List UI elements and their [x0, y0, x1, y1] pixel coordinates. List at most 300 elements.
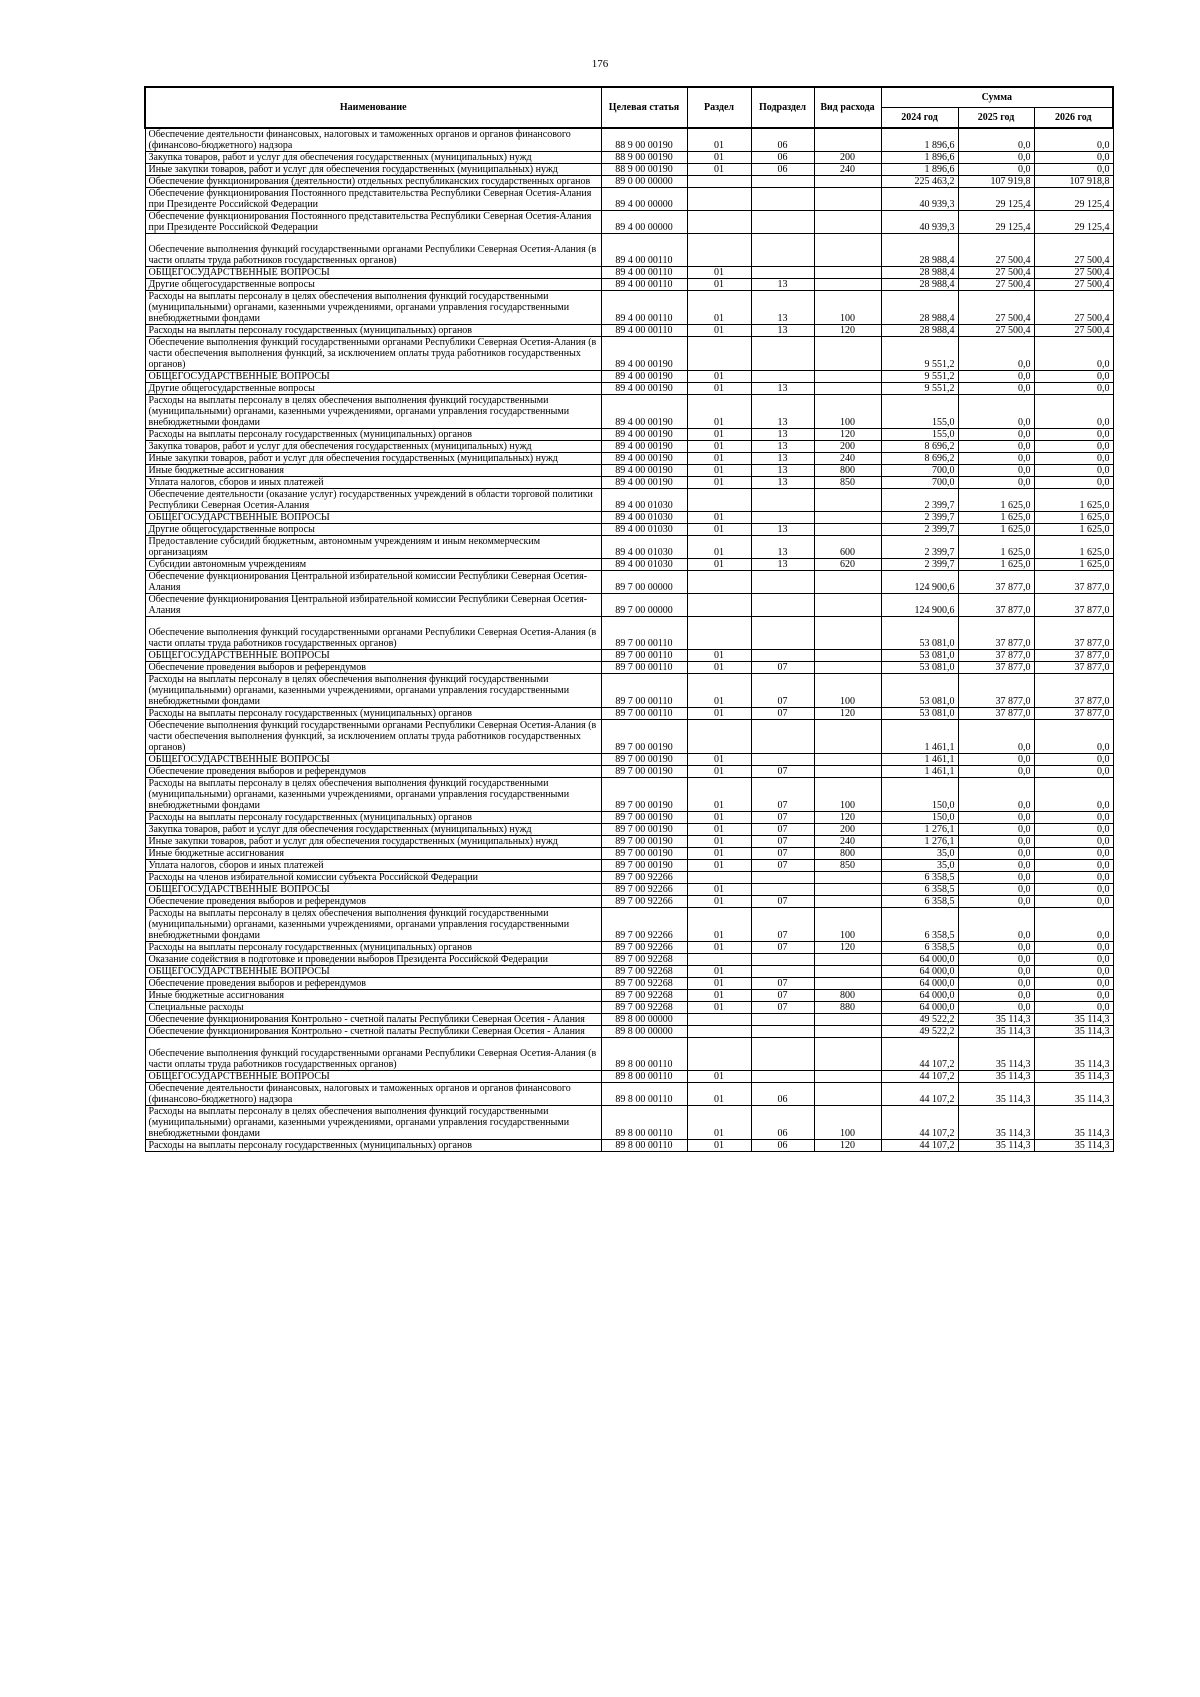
row-sum-2026: 0,0 — [1034, 778, 1113, 812]
row-target-code: 89 7 00 92266 — [601, 896, 687, 908]
row-sum-2024: 64 000,0 — [881, 978, 958, 990]
row-razdel — [687, 1038, 751, 1071]
table-row — [145, 908, 1113, 942]
row-sum-2025: 0,0 — [958, 836, 1034, 848]
row-razdel — [687, 176, 751, 188]
row-sum-2025: 0,0 — [958, 128, 1034, 152]
row-podrazdel: 13 — [751, 429, 814, 441]
row-sum-2025: 27 500,4 — [958, 267, 1034, 279]
row-podrazdel — [751, 371, 814, 383]
table-row — [145, 128, 1113, 152]
row-sum-2026: 0,0 — [1034, 824, 1113, 836]
table-row — [145, 860, 1113, 872]
row-sum-2026: 29 125,4 — [1034, 188, 1113, 211]
row-vid-raskhoda — [814, 337, 881, 371]
row-sum-2025: 0,0 — [958, 778, 1034, 812]
row-target-code: 89 8 00 00110 — [601, 1106, 687, 1140]
row-target-code: 89 4 00 00190 — [601, 337, 687, 371]
row-razdel: 01 — [687, 383, 751, 395]
row-target-code: 89 7 00 00190 — [601, 754, 687, 766]
row-vid-raskhoda — [814, 766, 881, 778]
row-name: Обеспечение деятельности финансовых, налоговых и таможенных органов и органов финансового (финансово-бюджетного) надзора — [145, 128, 601, 152]
row-razdel — [687, 720, 751, 754]
header-podrazdel: Подраздел — [751, 87, 814, 128]
row-sum-2025: 27 500,4 — [958, 325, 1034, 337]
row-name: Расходы на выплаты персоналу государственных (муниципальных) органов — [145, 708, 601, 720]
row-sum-2026: 0,0 — [1034, 896, 1113, 908]
row-sum-2024: 155,0 — [881, 395, 958, 429]
row-sum-2024: 53 081,0 — [881, 662, 958, 674]
row-target-code: 89 7 00 92266 — [601, 942, 687, 954]
row-razdel: 01 — [687, 477, 751, 489]
row-razdel: 01 — [687, 1002, 751, 1014]
row-razdel: 01 — [687, 650, 751, 662]
row-sum-2026: 0,0 — [1034, 942, 1113, 954]
row-sum-2026: 1 625,0 — [1034, 489, 1113, 512]
row-target-code: 89 7 00 00190 — [601, 720, 687, 754]
row-target-code: 89 7 00 00190 — [601, 812, 687, 824]
table-row — [145, 571, 1113, 594]
row-vid-raskhoda — [814, 188, 881, 211]
row-name: Иные закупки товаров, работ и услуг для обеспечения государственных (муниципальных) нужд — [145, 453, 601, 465]
row-vid-raskhoda: 100 — [814, 778, 881, 812]
row-sum-2026: 0,0 — [1034, 908, 1113, 942]
row-vid-raskhoda — [814, 489, 881, 512]
table-row — [145, 559, 1113, 571]
row-sum-2026: 0,0 — [1034, 383, 1113, 395]
row-podrazdel: 13 — [751, 325, 814, 337]
row-target-code: 89 4 00 00190 — [601, 465, 687, 477]
table-row — [145, 708, 1113, 720]
row-vid-raskhoda: 100 — [814, 674, 881, 708]
row-razdel: 01 — [687, 291, 751, 325]
row-podrazdel: 13 — [751, 453, 814, 465]
row-razdel — [687, 234, 751, 267]
table-row — [145, 896, 1113, 908]
row-name: Расходы на выплаты персоналу государственных (муниципальных) органов — [145, 429, 601, 441]
table-row — [145, 489, 1113, 512]
table-row — [145, 978, 1113, 990]
row-target-code: 89 7 00 00190 — [601, 766, 687, 778]
row-vid-raskhoda: 100 — [814, 1106, 881, 1140]
row-sum-2025: 0,0 — [958, 164, 1034, 176]
row-vid-raskhoda: 100 — [814, 908, 881, 942]
table-row — [145, 325, 1113, 337]
header-2025: 2025 год — [958, 108, 1034, 129]
row-name: Расходы на выплаты персоналу государственных (муниципальных) органов — [145, 942, 601, 954]
row-target-code: 89 4 00 00110 — [601, 325, 687, 337]
row-podrazdel: 13 — [751, 524, 814, 536]
row-sum-2025: 27 500,4 — [958, 291, 1034, 325]
row-vid-raskhoda — [814, 617, 881, 650]
row-sum-2026: 27 500,4 — [1034, 234, 1113, 267]
row-sum-2026: 0,0 — [1034, 465, 1113, 477]
row-sum-2025: 0,0 — [958, 371, 1034, 383]
row-name: Обеспечение проведения выборов и референдумов — [145, 978, 601, 990]
table-row — [145, 1140, 1113, 1152]
row-vid-raskhoda — [814, 662, 881, 674]
row-sum-2025: 37 877,0 — [958, 617, 1034, 650]
row-podrazdel — [751, 337, 814, 371]
row-vid-raskhoda — [814, 176, 881, 188]
row-vid-raskhoda — [814, 128, 881, 152]
row-target-code: 89 0 00 00000 — [601, 176, 687, 188]
row-razdel: 01 — [687, 836, 751, 848]
row-sum-2025: 0,0 — [958, 766, 1034, 778]
row-sum-2024: 155,0 — [881, 429, 958, 441]
header-razdel: Раздел — [687, 87, 751, 128]
header-2024: 2024 год — [881, 108, 958, 129]
row-vid-raskhoda: 240 — [814, 164, 881, 176]
row-sum-2026: 37 877,0 — [1034, 650, 1113, 662]
row-podrazdel: 06 — [751, 152, 814, 164]
row-sum-2026: 27 500,4 — [1034, 279, 1113, 291]
row-name: Иные закупки товаров, работ и услуг для обеспечения государственных (муниципальных) нужд — [145, 836, 601, 848]
row-razdel: 01 — [687, 441, 751, 453]
row-vid-raskhoda: 800 — [814, 465, 881, 477]
row-podrazdel: 07 — [751, 978, 814, 990]
row-podrazdel — [751, 617, 814, 650]
row-sum-2024: 49 522,2 — [881, 1026, 958, 1038]
row-razdel: 01 — [687, 1140, 751, 1152]
row-name: Предоставление субсидий бюджетным, автономным учреждениям и иным некоммерческим организациям — [145, 536, 601, 559]
row-sum-2024: 28 988,4 — [881, 325, 958, 337]
row-sum-2026: 35 114,3 — [1034, 1106, 1113, 1140]
row-sum-2025: 0,0 — [958, 978, 1034, 990]
row-razdel: 01 — [687, 1083, 751, 1106]
row-sum-2024: 35,0 — [881, 848, 958, 860]
row-name: ОБЩЕГОСУДАРСТВЕННЫЕ ВОПРОСЫ — [145, 512, 601, 524]
row-sum-2026: 0,0 — [1034, 395, 1113, 429]
row-razdel — [687, 594, 751, 617]
row-sum-2024: 35,0 — [881, 860, 958, 872]
row-razdel — [687, 1026, 751, 1038]
row-sum-2024: 9 551,2 — [881, 371, 958, 383]
row-sum-2025: 0,0 — [958, 465, 1034, 477]
row-name: Другие общегосударственные вопросы — [145, 383, 601, 395]
row-sum-2025: 37 877,0 — [958, 650, 1034, 662]
row-name: Расходы на выплаты персоналу в целях обеспечения выполнения функций государственными (муниципальными) органами, казенными учреждениями, органами управления государственными внебюджетными фондами — [145, 395, 601, 429]
row-podrazdel: 06 — [751, 1140, 814, 1152]
table-row — [145, 778, 1113, 812]
row-podrazdel — [751, 489, 814, 512]
row-podrazdel: 06 — [751, 1083, 814, 1106]
row-sum-2026: 0,0 — [1034, 337, 1113, 371]
row-target-code: 89 7 00 00110 — [601, 617, 687, 650]
row-target-code: 89 7 00 92266 — [601, 908, 687, 942]
row-vid-raskhoda: 200 — [814, 824, 881, 836]
row-vid-raskhoda: 850 — [814, 860, 881, 872]
row-target-code: 89 4 00 00190 — [601, 477, 687, 489]
table-row — [145, 650, 1113, 662]
row-sum-2024: 6 358,5 — [881, 908, 958, 942]
row-name: Обеспечение выполнения функций государственными органами Республики Северная Осетия-Алания (в части оплаты труда работников государственных органов) — [145, 1038, 601, 1071]
table-row — [145, 1071, 1113, 1083]
row-razdel — [687, 617, 751, 650]
row-vid-raskhoda: 600 — [814, 536, 881, 559]
row-razdel — [687, 1014, 751, 1026]
row-razdel: 01 — [687, 371, 751, 383]
row-vid-raskhoda — [814, 1038, 881, 1071]
row-podrazdel: 06 — [751, 128, 814, 152]
row-podrazdel: 13 — [751, 291, 814, 325]
row-razdel: 01 — [687, 536, 751, 559]
row-target-code: 89 7 00 00000 — [601, 571, 687, 594]
row-target-code: 89 4 00 00190 — [601, 371, 687, 383]
row-razdel — [687, 954, 751, 966]
row-target-code: 89 7 00 92268 — [601, 978, 687, 990]
table-row — [145, 371, 1113, 383]
row-sum-2025: 107 919,8 — [958, 176, 1034, 188]
row-target-code: 89 4 00 00110 — [601, 234, 687, 267]
row-sum-2026: 37 877,0 — [1034, 662, 1113, 674]
row-sum-2024: 1 461,1 — [881, 720, 958, 754]
row-podrazdel — [751, 720, 814, 754]
table-row — [145, 966, 1113, 978]
row-podrazdel — [751, 211, 814, 234]
row-sum-2024: 2 399,7 — [881, 524, 958, 536]
row-sum-2024: 700,0 — [881, 465, 958, 477]
row-sum-2026: 37 877,0 — [1034, 571, 1113, 594]
row-target-code: 89 7 00 92268 — [601, 1002, 687, 1014]
row-sum-2025: 1 625,0 — [958, 559, 1034, 571]
row-razdel: 01 — [687, 128, 751, 152]
row-sum-2025: 0,0 — [958, 872, 1034, 884]
row-razdel: 01 — [687, 512, 751, 524]
row-podrazdel: 07 — [751, 708, 814, 720]
table-row — [145, 662, 1113, 674]
row-sum-2025: 0,0 — [958, 395, 1034, 429]
row-target-code: 88 9 00 00190 — [601, 128, 687, 152]
row-sum-2024: 6 358,5 — [881, 884, 958, 896]
row-podrazdel: 07 — [751, 662, 814, 674]
row-sum-2026: 0,0 — [1034, 954, 1113, 966]
table-row — [145, 1106, 1113, 1140]
row-sum-2024: 124 900,6 — [881, 571, 958, 594]
row-target-code: 89 8 00 00000 — [601, 1026, 687, 1038]
row-name: Расходы на членов избирательной комиссии субъекта Российской Федерации — [145, 872, 601, 884]
row-name: Расходы на выплаты персоналу в целях обеспечения выполнения функций государственными (муниципальными) органами, казенными учреждениями, органами управления государственными внебюджетными фондами — [145, 778, 601, 812]
row-sum-2025: 29 125,4 — [958, 211, 1034, 234]
row-razdel: 01 — [687, 884, 751, 896]
row-vid-raskhoda — [814, 720, 881, 754]
row-vid-raskhoda: 240 — [814, 453, 881, 465]
row-sum-2025: 37 877,0 — [958, 674, 1034, 708]
row-sum-2026: 37 877,0 — [1034, 708, 1113, 720]
row-sum-2026: 0,0 — [1034, 860, 1113, 872]
row-name: Уплата налогов, сборов и иных платежей — [145, 477, 601, 489]
row-podrazdel: 07 — [751, 836, 814, 848]
row-sum-2025: 37 877,0 — [958, 571, 1034, 594]
table-row — [145, 453, 1113, 465]
row-target-code: 89 7 00 92268 — [601, 954, 687, 966]
row-vid-raskhoda: 120 — [814, 812, 881, 824]
row-sum-2025: 0,0 — [958, 754, 1034, 766]
row-sum-2024: 53 081,0 — [881, 708, 958, 720]
row-target-code: 89 4 00 00190 — [601, 429, 687, 441]
row-podrazdel: 07 — [751, 990, 814, 1002]
row-podrazdel: 06 — [751, 1106, 814, 1140]
row-vid-raskhoda — [814, 571, 881, 594]
row-name: Другие общегосударственные вопросы — [145, 524, 601, 536]
row-sum-2026: 1 625,0 — [1034, 559, 1113, 571]
table-row — [145, 674, 1113, 708]
row-podrazdel — [751, 176, 814, 188]
row-podrazdel: 07 — [751, 908, 814, 942]
row-name: Обеспечение функционирования Центральной избирательной комиссии Республики Северная Осетия-Алания — [145, 594, 601, 617]
row-vid-raskhoda — [814, 1014, 881, 1026]
row-razdel: 01 — [687, 164, 751, 176]
row-razdel: 01 — [687, 429, 751, 441]
row-target-code: 89 7 00 00190 — [601, 778, 687, 812]
row-podrazdel: 13 — [751, 477, 814, 489]
row-sum-2024: 44 107,2 — [881, 1038, 958, 1071]
table-row — [145, 441, 1113, 453]
row-razdel: 01 — [687, 978, 751, 990]
row-sum-2025: 0,0 — [958, 720, 1034, 754]
row-razdel: 01 — [687, 860, 751, 872]
row-sum-2025: 0,0 — [958, 848, 1034, 860]
row-vid-raskhoda — [814, 594, 881, 617]
row-razdel: 01 — [687, 267, 751, 279]
table-row — [145, 429, 1113, 441]
row-sum-2024: 6 358,5 — [881, 942, 958, 954]
table-row — [145, 234, 1113, 267]
row-sum-2025: 0,0 — [958, 383, 1034, 395]
row-sum-2025: 27 500,4 — [958, 279, 1034, 291]
row-podrazdel: 07 — [751, 824, 814, 836]
table-row — [145, 754, 1113, 766]
row-sum-2025: 35 114,3 — [958, 1106, 1034, 1140]
row-sum-2026: 0,0 — [1034, 720, 1113, 754]
row-razdel: 01 — [687, 152, 751, 164]
table-row — [145, 594, 1113, 617]
row-sum-2024: 64 000,0 — [881, 954, 958, 966]
table-row — [145, 524, 1113, 536]
row-razdel: 01 — [687, 674, 751, 708]
row-sum-2024: 64 000,0 — [881, 1002, 958, 1014]
row-razdel: 01 — [687, 453, 751, 465]
row-sum-2026: 35 114,3 — [1034, 1038, 1113, 1071]
row-sum-2024: 44 107,2 — [881, 1071, 958, 1083]
row-vid-raskhoda: 880 — [814, 1002, 881, 1014]
row-sum-2026: 29 125,4 — [1034, 211, 1113, 234]
row-sum-2025: 0,0 — [958, 441, 1034, 453]
row-sum-2026: 0,0 — [1034, 453, 1113, 465]
row-vid-raskhoda: 800 — [814, 990, 881, 1002]
row-sum-2026: 0,0 — [1034, 884, 1113, 896]
row-sum-2024: 40 939,3 — [881, 188, 958, 211]
row-razdel: 01 — [687, 812, 751, 824]
row-sum-2026: 37 877,0 — [1034, 617, 1113, 650]
row-sum-2025: 0,0 — [958, 337, 1034, 371]
row-podrazdel: 07 — [751, 1002, 814, 1014]
row-target-code: 89 7 00 92266 — [601, 884, 687, 896]
row-vid-raskhoda — [814, 234, 881, 267]
table-header — [145, 87, 1113, 128]
row-target-code: 89 8 00 00110 — [601, 1083, 687, 1106]
row-sum-2026: 0,0 — [1034, 371, 1113, 383]
row-vid-raskhoda — [814, 383, 881, 395]
table-row — [145, 848, 1113, 860]
row-sum-2026: 0,0 — [1034, 978, 1113, 990]
row-sum-2024: 2 399,7 — [881, 536, 958, 559]
row-podrazdel: 13 — [751, 465, 814, 477]
row-name: Обеспечение функционирования (деятельности) отдельных республиканских государственных органов — [145, 176, 601, 188]
row-sum-2025: 0,0 — [958, 429, 1034, 441]
row-sum-2026: 0,0 — [1034, 872, 1113, 884]
table-row — [145, 1002, 1113, 1014]
table-row — [145, 990, 1113, 1002]
row-sum-2024: 28 988,4 — [881, 291, 958, 325]
table-row — [145, 152, 1113, 164]
row-podrazdel: 13 — [751, 279, 814, 291]
row-podrazdel: 07 — [751, 848, 814, 860]
table-row — [145, 465, 1113, 477]
row-sum-2026: 0,0 — [1034, 848, 1113, 860]
row-vid-raskhoda — [814, 1083, 881, 1106]
row-name: Субсидии автономным учреждениям — [145, 559, 601, 571]
row-name: Другие общегосударственные вопросы — [145, 279, 601, 291]
row-target-code: 89 7 00 00110 — [601, 650, 687, 662]
row-vid-raskhoda — [814, 872, 881, 884]
row-razdel — [687, 571, 751, 594]
row-target-code: 89 7 00 00190 — [601, 848, 687, 860]
row-name: Обеспечение выполнения функций государственными органами Республики Северная Осетия-Алания (в части оплаты труда работников государственных органов) — [145, 617, 601, 650]
row-name: ОБЩЕГОСУДАРСТВЕННЫЕ ВОПРОСЫ — [145, 754, 601, 766]
row-sum-2025: 0,0 — [958, 942, 1034, 954]
row-razdel — [687, 489, 751, 512]
row-name: ОБЩЕГОСУДАРСТВЕННЫЕ ВОПРОСЫ — [145, 884, 601, 896]
table-row — [145, 812, 1113, 824]
row-podrazdel: 07 — [751, 896, 814, 908]
row-sum-2025: 35 114,3 — [958, 1083, 1034, 1106]
row-vid-raskhoda: 200 — [814, 152, 881, 164]
row-sum-2026: 0,0 — [1034, 1002, 1113, 1014]
row-vid-raskhoda — [814, 896, 881, 908]
row-name: ОБЩЕГОСУДАРСТВЕННЫЕ ВОПРОСЫ — [145, 371, 601, 383]
row-podrazdel — [751, 267, 814, 279]
row-vid-raskhoda — [814, 211, 881, 234]
header-vid: Вид расхода — [814, 87, 881, 128]
row-vid-raskhoda — [814, 512, 881, 524]
row-name: Расходы на выплаты персоналу в целях обеспечения выполнения функций государственными (муниципальными) органами, казенными учреждениями, органами управления государственными внебюджетными фондами — [145, 1106, 601, 1140]
row-sum-2025: 0,0 — [958, 966, 1034, 978]
row-target-code: 89 4 00 00190 — [601, 441, 687, 453]
row-target-code: 89 7 00 00110 — [601, 662, 687, 674]
row-sum-2026: 0,0 — [1034, 164, 1113, 176]
row-sum-2026: 1 625,0 — [1034, 536, 1113, 559]
row-sum-2025: 0,0 — [958, 884, 1034, 896]
row-sum-2024: 6 358,5 — [881, 896, 958, 908]
row-razdel: 01 — [687, 1106, 751, 1140]
row-target-code: 89 4 00 00190 — [601, 395, 687, 429]
row-vid-raskhoda — [814, 371, 881, 383]
row-target-code: 89 8 00 00110 — [601, 1071, 687, 1083]
row-sum-2026: 37 877,0 — [1034, 594, 1113, 617]
row-target-code: 89 4 00 00110 — [601, 267, 687, 279]
row-sum-2026: 35 114,3 — [1034, 1071, 1113, 1083]
table-row — [145, 942, 1113, 954]
row-target-code: 89 4 00 00110 — [601, 279, 687, 291]
row-sum-2025: 0,0 — [958, 908, 1034, 942]
row-name: Иные бюджетные ассигнования — [145, 848, 601, 860]
row-sum-2025: 37 877,0 — [958, 594, 1034, 617]
row-sum-2025: 35 114,3 — [958, 1140, 1034, 1152]
row-sum-2025: 0,0 — [958, 152, 1034, 164]
row-razdel: 01 — [687, 778, 751, 812]
row-sum-2026: 0,0 — [1034, 441, 1113, 453]
